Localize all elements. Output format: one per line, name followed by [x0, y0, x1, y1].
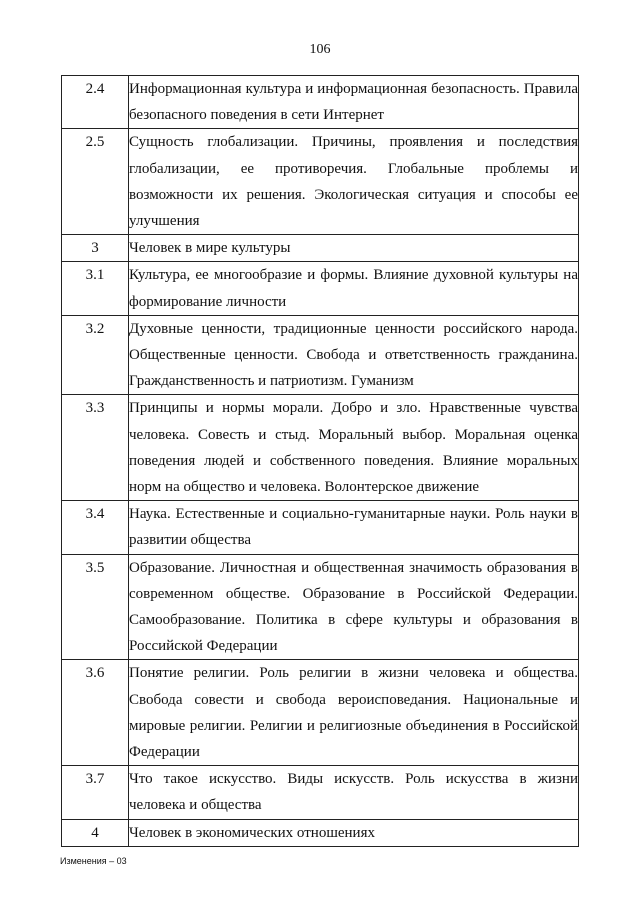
section-number: 2.5 [62, 129, 129, 235]
table-row [62, 501, 579, 554]
footer-revision: Изменения – 03 [60, 856, 127, 866]
section-number: 3.6 [62, 660, 129, 766]
section-topic: Человек в экономических отношениях [129, 819, 579, 846]
section-topic: Понятие религии. Роль религии в жизни человека и общества. Свобода совести и свобода вероисповедания. Национальные и мировые религии. Религии и религиозные объединения в Российской Федерации [129, 660, 579, 766]
table-row [62, 315, 579, 395]
page-number: 106 [309, 42, 331, 57]
section-number: 3.7 [62, 766, 129, 819]
section-number: 4 [62, 819, 129, 846]
section-topic: Человек в мире культуры [129, 235, 579, 262]
section-number: 3.4 [62, 501, 129, 554]
table-row [62, 395, 579, 501]
table-row [62, 766, 579, 819]
table-row [62, 76, 579, 129]
topics-table [61, 75, 579, 847]
table-row [62, 819, 579, 846]
section-number: 3.2 [62, 315, 129, 395]
section-topic: Наука. Естественные и социально-гуманитарные науки. Роль науки в развитии общества [129, 501, 579, 554]
section-number: 3.1 [62, 262, 129, 315]
section-topic: Культура, ее многообразие и формы. Влияние духовной культуры на формирование личности [129, 262, 579, 315]
table-row [62, 554, 579, 660]
section-number: 3.5 [62, 554, 129, 660]
section-number: 2.4 [62, 76, 129, 129]
table-row [62, 262, 579, 315]
table-row [62, 660, 579, 766]
section-topic: Что такое искусство. Виды искусств. Роль искусства в жизни человека и общества [129, 766, 579, 819]
section-number: 3 [62, 235, 129, 262]
section-topic: Информационная культура и информационная безопасность. Правила безопасного поведения в сети Интернет [129, 76, 579, 129]
table-row [62, 235, 579, 262]
section-number: 3.3 [62, 395, 129, 501]
table-row [62, 129, 579, 235]
topics-table-body [62, 76, 579, 847]
section-topic: Сущность глобализации. Причины, проявления и последствия глобализации, ее противоречия. Глобальные проблемы и возможности их решения. Экологическая ситуация и способы ее улучшения [129, 129, 579, 235]
section-topic: Принципы и нормы морали. Добро и зло. Нравственные чувства человека. Совесть и стыд. Моральный выбор. Моральная оценка поведения людей и собственного поведения. Влияние моральных норм на общество и человека. Волонтерское движение [129, 395, 579, 501]
section-topic: Духовные ценности, традиционные ценности российского народа. Общественные ценности. Свобода и ответственность гражданина. Гражданственность и патриотизм. Гуманизм [129, 315, 579, 395]
section-topic: Образование. Личностная и общественная значимость образования в современном обществе. Образование в Российской Федерации. Самообразование. Политика в сфере культуры и образования в Российской Федерации [129, 554, 579, 660]
